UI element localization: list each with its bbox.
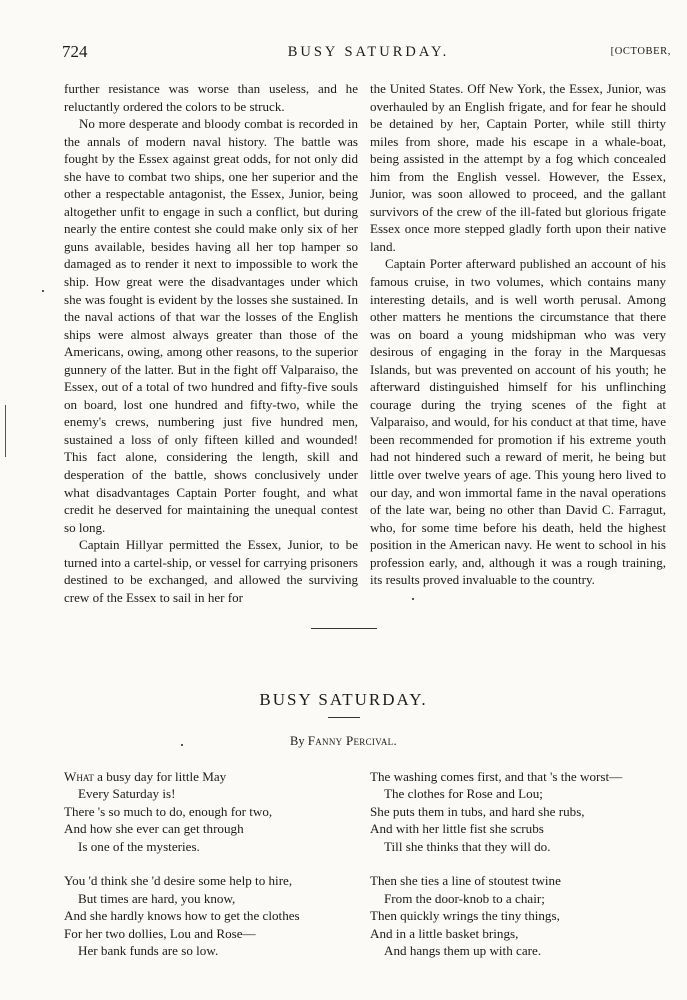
print-speck [412, 598, 414, 600]
article-paragraph: Captain Porter afterward published an account of his famous cruise, in two volumes, which contains many interesting details, and is well worth perusal. Among other matters he mentions the circumstance that there was on board a young midshipman who was very desirous of engaging in the foray in the Marquesas Islands, but was prevented on account of his youth; he afterward distinguished himself for his unflinching courage during the trying scenes of the fight at Valparaiso, and would, for his conduct at that time, have been recommended for promotion if his extreme youth had not hindered such a reward of merit, he being but little over twelve years of age. This young hero lived to our day, and won immortal fame in the naval operations of the late war, being no other than David C. Farragut, who, for some time before his death, held the highest position in the American navy. He went to school in his profession early, and, although it was a rough training, its results proved invaluable to the country. [370, 256, 666, 588]
issue-month: [OCTOBER, [610, 46, 671, 57]
verse-line: And hangs them up with care. [384, 943, 542, 959]
verse-line: The clothes for Rose and Lou; [384, 786, 543, 802]
verse-line: And she hardly knows how to get the clothes [64, 908, 300, 924]
poem-stanza [370, 872, 670, 959]
verse-line: The washing comes first, and that 's the worst— [370, 769, 623, 784]
verse-line: And how she ever can get through [64, 821, 244, 837]
poem-stanza [64, 768, 354, 855]
verse-line: Then she ties a line of stoutest twine [370, 873, 561, 889]
article-paragraph: further resistance was worse than useless, and he reluctantly ordered the colors to be struck. [64, 81, 358, 114]
verse-line [64, 768, 354, 785]
verse-line: Is one of the mysteries. [78, 838, 200, 854]
verse-first-word: What [64, 769, 94, 784]
article-paragraph: the United States. Off New York, the Essex, Junior, was overhauled by an English frigate, and for fear he should be detained by her, Captain Porter, while still thirty miles from shore, made his escape in a whale-boat, being assisted in the attempt by a fog which concealed him from the English vessel. However, the Essex, Junior, was soon allowed to proceed, and the gallant survivors of the crew of the ill-fated but glorious frigate Essex once more stepped gladly forth upon their native land. [370, 81, 666, 254]
poem-stanza [64, 872, 354, 959]
verse-line: You 'd think she 'd desire some help to hire, [64, 873, 293, 889]
poem-author: Fanny Percival. [307, 733, 397, 748]
verse-line: She puts them in tubs, and hard she rubs, [370, 803, 585, 819]
poem-stanza [370, 768, 670, 855]
section-divider [311, 628, 377, 629]
verse-line: For her two dollies, Lou and Rose— [64, 925, 256, 941]
print-speck [42, 290, 44, 292]
verse-line: Her bank funds are so low. [78, 943, 219, 959]
verse-line: Every Saturday is! [78, 786, 176, 802]
verse-line: And in a little basket brings, [370, 925, 519, 941]
print-speck [181, 744, 183, 746]
page-header [62, 40, 675, 66]
verse-line: And with her little fist she scrubs [370, 821, 544, 837]
page-number: 724 [62, 42, 88, 61]
verse-line-rest: a busy day for little May [93, 769, 227, 784]
article-paragraph: No more desperate and bloody combat is recorded in the annals of modern naval history. The battle was fought by the Essex against great odds, for not only did she have to combat two ships, one her superior and the other a respectable antagonist, the Essex, Junior, being altogether unfit to engage in such a conflict, but during nearly the entire contest she could make only six of her guns available, besides having all her top hamper so damaged as to render it next to impossible to work the ship. How great were the disadvantages under which she was fought is evident by the losses she sustained. In the naval actions of that war the losses of the English ships were almost always greater than those of the Americans, owing, among other reasons, to the superior gunnery of the latter. But in the fight off Valparaiso, the Essex, out of a total of two hundred and fifty-five souls on board, lost one hundred and fifty-two, while the enemy's crews, numbering just five hundred men, sustained a loss of only fifteen killed and wounded! This fact alone, considering the length, skill and desperation of the battle, shows conclusively under what disadvantages Captain Porter fought, and what credit he deserved for maintaining the unequal contest so long. [64, 116, 358, 535]
poem-right-column [370, 768, 670, 977]
article-right-column [370, 80, 666, 589]
verse-line: Till she thinks that they will do. [384, 838, 551, 854]
poem-left-column [64, 768, 354, 977]
poem-byline [0, 733, 687, 749]
poem-title: BUSY SATURDAY. [259, 690, 428, 709]
margin-mark [5, 405, 6, 457]
running-title: BUSY SATURDAY. [287, 44, 450, 60]
byline-prefix: By [289, 734, 305, 748]
article-left-column [64, 80, 358, 606]
verse-line: Then quickly wrings the tiny things, [370, 908, 560, 924]
verse-line: But times are hard, you know, [78, 890, 236, 906]
verse-line: From the door-knob to a chair; [384, 890, 545, 906]
title-rule [328, 717, 360, 718]
verse-line: There 's so much to do, enough for two, [64, 803, 273, 819]
article-paragraph: Captain Hillyar permitted the Essex, Junior, to be turned into a cartel-ship, or vessel for carrying prisoners destined to be exchanged, and allowed the surviving crew of the Essex to sail in her for [64, 537, 358, 605]
